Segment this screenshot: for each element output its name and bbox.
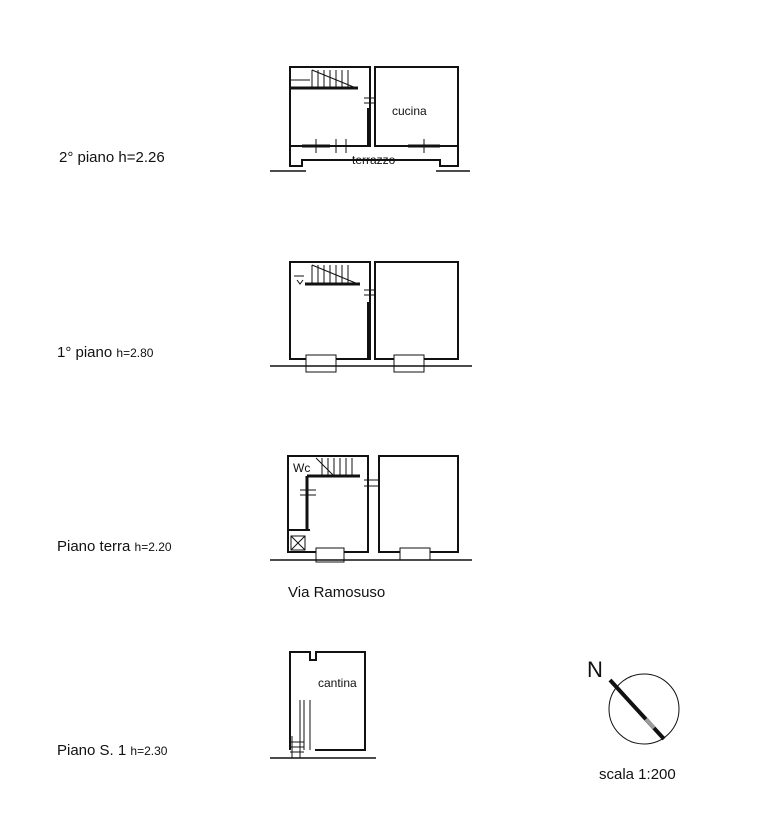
plan-basement	[270, 652, 376, 758]
floor-label-basement: Piano S. 1 h=2.30	[57, 742, 168, 759]
plan-1st-floor	[270, 262, 472, 372]
floor-label-ground: Piano terra h=2.20	[57, 538, 172, 555]
scale-label: scala 1:200	[599, 766, 676, 783]
floor-label-1st: 1° piano h=2.80	[57, 344, 154, 361]
street-label: Via Ramosuso	[288, 584, 386, 601]
north-arrow	[609, 674, 679, 744]
room-label-cantina: cantina	[318, 676, 357, 690]
room-label-terrazzo: terrazzo	[352, 153, 396, 167]
room-label-wc: Wc	[293, 461, 311, 475]
floor-label-2nd: 2° piano h=2.26	[59, 149, 165, 166]
north-letter: N	[587, 657, 603, 682]
room-label-cucina: cucina	[392, 104, 427, 118]
